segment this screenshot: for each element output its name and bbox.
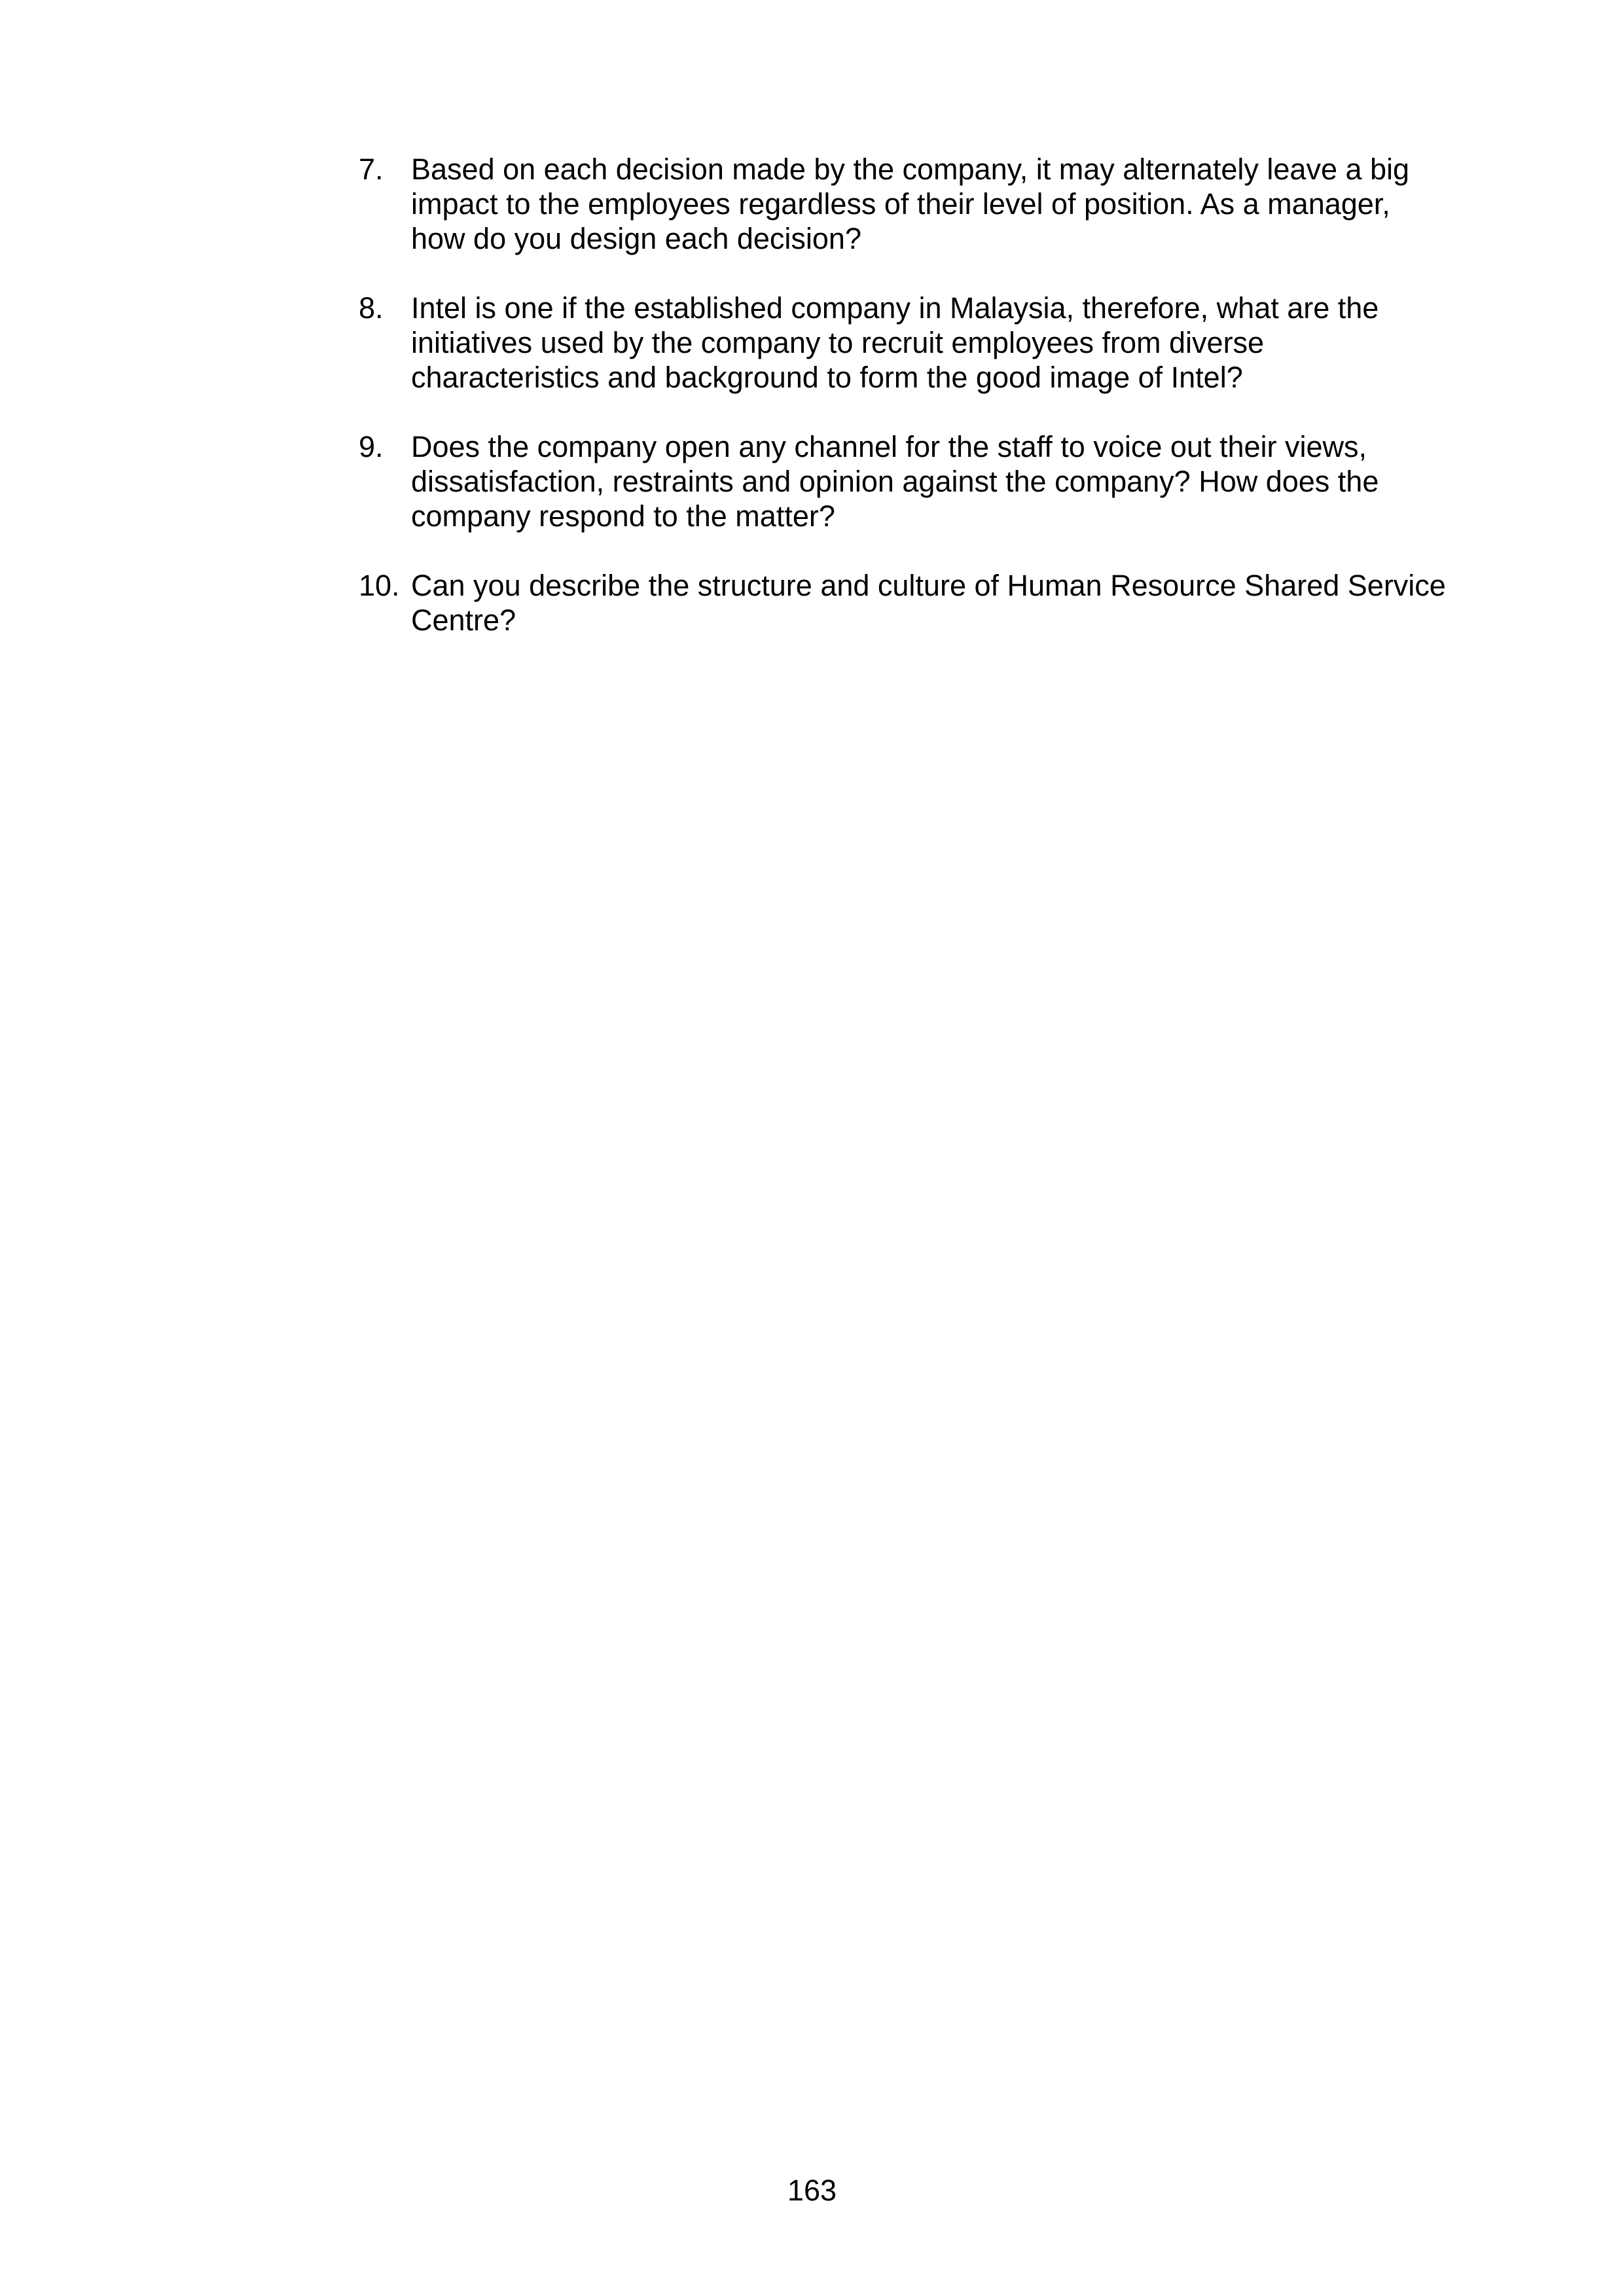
question-line: company respond to the matter? [411, 499, 835, 533]
question-number: 8. [359, 291, 384, 325]
question-line: initiatives used by the company to recruit employees from diverse [411, 326, 1265, 359]
page-number: 163 [787, 2174, 837, 2207]
question-line: Can you describe the structure and culture of Human Resource Shared Service [411, 569, 1446, 602]
question-line: impact to the employees regardless of their level of position. As a manager, [411, 187, 1390, 221]
question-line: characteristics and background to form the good image of Intel? [411, 361, 1243, 394]
question-number: 9. [359, 430, 384, 463]
question-line: Intel is one if the established company in Malaysia, therefore, what are the [411, 291, 1379, 325]
question-line: how do you design each decision? [411, 222, 861, 255]
question-text [411, 291, 1485, 395]
question-line: Based on each decision made by the company, it may alternately leave a big [411, 152, 1410, 186]
question-text [411, 429, 1485, 533]
question-number: 7. [359, 152, 384, 186]
question-list [359, 152, 1485, 672]
question-7 [359, 152, 1485, 256]
question-text [411, 568, 1485, 637]
question-text [411, 152, 1485, 256]
question-line: Does the company open any channel for the staff to voice out their views, [411, 430, 1367, 463]
question-line: dissatisfaction, restraints and opinion against the company? How does the [411, 465, 1379, 498]
question-10 [359, 568, 1485, 637]
question-8 [359, 291, 1485, 395]
question-number: 10. [359, 569, 400, 602]
question-9 [359, 429, 1485, 533]
question-line: Centre? [411, 603, 516, 637]
